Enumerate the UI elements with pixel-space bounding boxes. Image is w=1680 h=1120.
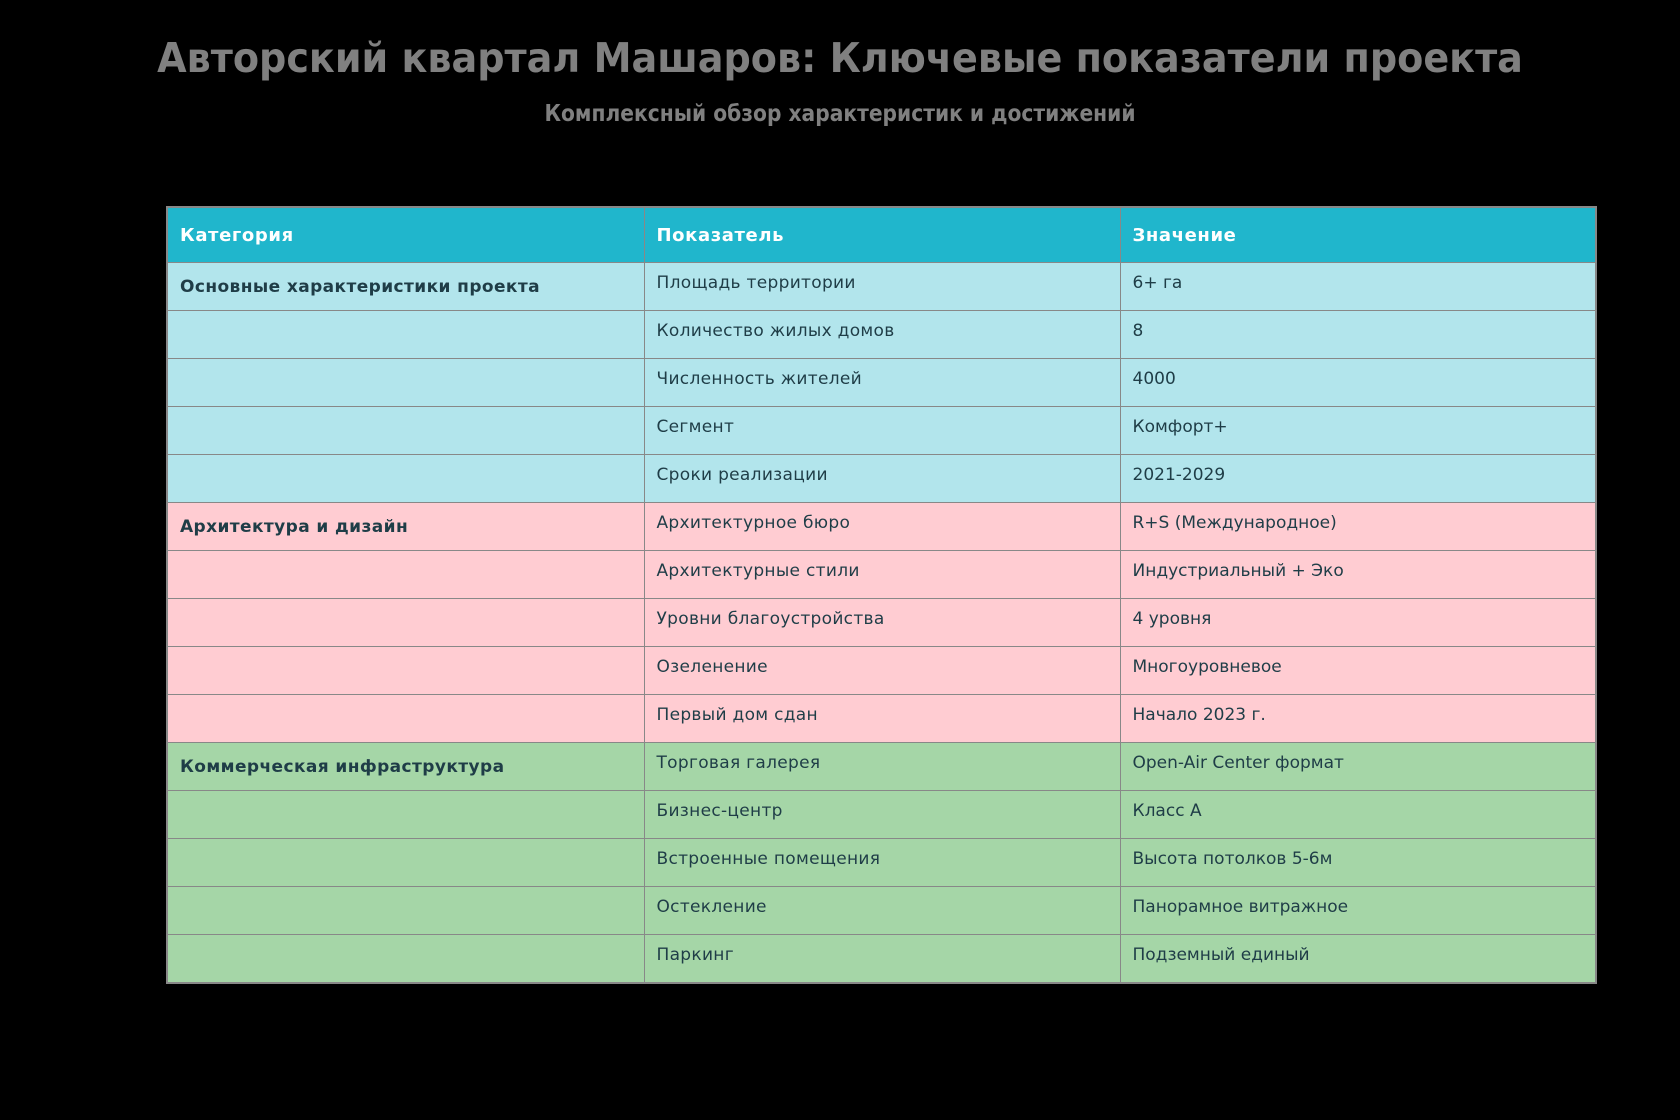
- table-row: [167, 647, 1596, 695]
- indicator-cell: Площадь территории: [644, 263, 1120, 311]
- table-row: [167, 599, 1596, 647]
- table-row: [167, 455, 1596, 503]
- value-cell: Open-Air Center формат: [1120, 743, 1596, 791]
- indicator-cell: Архитектурное бюро: [644, 503, 1120, 551]
- indicator-cell: Бизнес-центр: [644, 791, 1120, 839]
- page-title: Авторский квартал Машаров: Ключевые показатели проекта: [157, 34, 1523, 82]
- table-row: [167, 887, 1596, 935]
- category-cell: [167, 455, 644, 503]
- table-row: [167, 695, 1596, 743]
- value-cell: Индустриальный + Эко: [1120, 551, 1596, 599]
- indicator-cell: Паркинг: [644, 935, 1120, 983]
- table-row: [167, 311, 1596, 359]
- table-row: [167, 263, 1596, 311]
- indicator-cell: Численность жителей: [644, 359, 1120, 407]
- table-row: [167, 839, 1596, 887]
- indicator-cell: Сроки реализации: [644, 455, 1120, 503]
- indicator-cell: Встроенные помещения: [644, 839, 1120, 887]
- value-cell: Высота потолков 5-6м: [1120, 839, 1596, 887]
- category-cell: [167, 551, 644, 599]
- category-cell: [167, 935, 644, 983]
- indicator-cell: Торговая галерея: [644, 743, 1120, 791]
- value-cell: Панорамное витражное: [1120, 887, 1596, 935]
- indicator-cell: Озеленение: [644, 647, 1120, 695]
- value-cell: R+S (Международное): [1120, 503, 1596, 551]
- value-cell: Начало 2023 г.: [1120, 695, 1596, 743]
- value-cell: Подземный единый: [1120, 935, 1596, 983]
- category-cell: [167, 839, 644, 887]
- category-cell: Основные характеристики проекта: [167, 263, 644, 311]
- value-cell: 6+ га: [1120, 263, 1596, 311]
- category-cell: [167, 887, 644, 935]
- value-cell: 8: [1120, 311, 1596, 359]
- value-cell: Класс А: [1120, 791, 1596, 839]
- indicator-cell: Остекление: [644, 887, 1120, 935]
- value-cell: 4000: [1120, 359, 1596, 407]
- table-row: [167, 551, 1596, 599]
- column-header-indicator: Показатель: [644, 207, 1120, 263]
- table-row: [167, 503, 1596, 551]
- column-header-category: Категория: [167, 207, 644, 263]
- indicator-cell: Первый дом сдан: [644, 695, 1120, 743]
- table-row: [167, 407, 1596, 455]
- category-cell: [167, 791, 644, 839]
- category-cell: Коммерческая инфраструктура: [167, 743, 644, 791]
- category-cell: [167, 695, 644, 743]
- indicator-cell: Уровни благоустройства: [644, 599, 1120, 647]
- value-cell: 4 уровня: [1120, 599, 1596, 647]
- table-row: [167, 935, 1596, 983]
- indicator-cell: Количество жилых домов: [644, 311, 1120, 359]
- table-row: [167, 791, 1596, 839]
- category-cell: [167, 599, 644, 647]
- category-cell: [167, 407, 644, 455]
- category-cell: [167, 359, 644, 407]
- category-cell: [167, 311, 644, 359]
- column-header-value: Значение: [1120, 207, 1596, 263]
- value-cell: 2021-2029: [1120, 455, 1596, 503]
- table-row: [167, 359, 1596, 407]
- table-row: [167, 743, 1596, 791]
- category-cell: Архитектура и дизайн: [167, 503, 644, 551]
- indicator-cell: Сегмент: [644, 407, 1120, 455]
- category-cell: [167, 647, 644, 695]
- value-cell: Комфорт+: [1120, 407, 1596, 455]
- page-subtitle: Комплексный обзор характеристик и достижений: [544, 101, 1136, 127]
- table-header-row: [167, 207, 1596, 263]
- value-cell: Многоуровневое: [1120, 647, 1596, 695]
- indicator-cell: Архитектурные стили: [644, 551, 1120, 599]
- kpi-table: [166, 206, 1597, 984]
